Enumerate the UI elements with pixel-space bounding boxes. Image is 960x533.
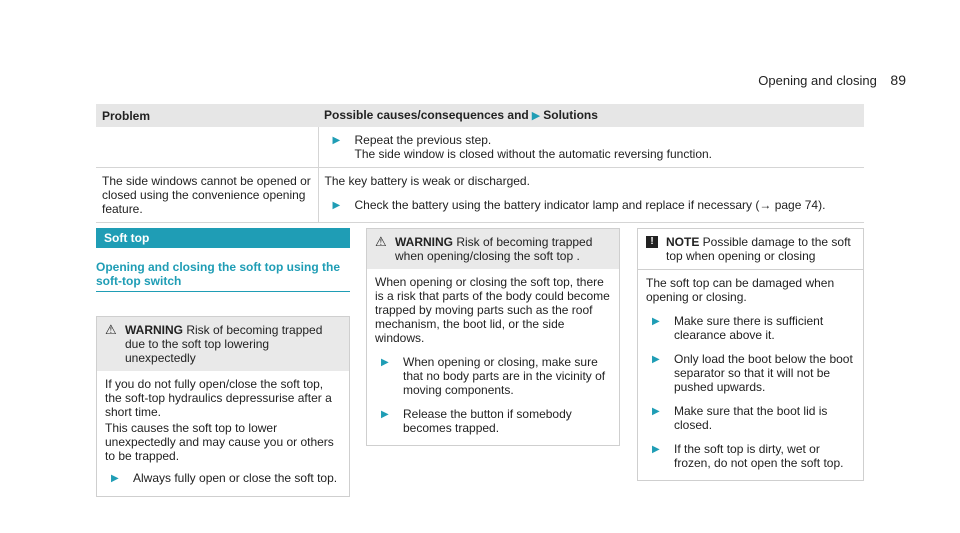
table-row — [96, 127, 864, 168]
header-title: Opening and closing — [758, 73, 877, 88]
step-text: Check the battery using the battery indicator lamp and replace if necessary (→ page 74). — [354, 198, 826, 212]
play-arrow-icon: ▶ — [652, 406, 660, 417]
section-title: Soft top — [96, 228, 350, 248]
step-text: Repeat the previous step. The side window is closed without the automatic reversing function. — [354, 133, 713, 161]
warning-header — [97, 317, 349, 371]
solution-step — [325, 198, 859, 213]
notice-header — [638, 229, 863, 269]
table-row — [96, 168, 864, 223]
play-arrow-icon: ▶ — [531, 110, 541, 122]
column-header-problem: Problem — [96, 104, 318, 127]
warning-paragraph: If you do not fully open/close the soft top, the soft-top hydraulics depressurise after a short time. — [105, 377, 332, 419]
notice-heading: Possible damage to the soft top when opening or closing — [666, 235, 851, 263]
warning-body — [367, 269, 619, 445]
warning-triangle-icon: ⚠ — [375, 234, 387, 249]
cause-text: The key battery is weak or discharged. — [324, 174, 530, 188]
warning-step — [375, 355, 611, 397]
table-header-row — [96, 104, 864, 127]
notice-step — [646, 352, 855, 394]
notice-step — [646, 314, 855, 342]
play-arrow-icon: ▶ — [652, 316, 660, 327]
play-arrow-icon: ▶ — [652, 354, 660, 365]
play-arrow-icon: ▶ — [332, 200, 341, 211]
page-number: 89 — [890, 72, 906, 88]
warning-step — [375, 407, 611, 435]
notice-body — [638, 269, 863, 480]
notice-label: NOTE — [666, 235, 700, 249]
warning-heading: Risk of becoming trapped when opening/closing the soft top . — [395, 235, 593, 263]
exclamation-icon: ! — [646, 236, 658, 248]
solution-cell — [318, 127, 864, 168]
step-text: Always fully open or close the soft top. — [133, 471, 338, 485]
play-arrow-icon: ▶ — [381, 409, 389, 420]
warning-box — [366, 228, 620, 446]
problem-cell: The side windows cannot be opened or closed using the convenience opening feature. — [96, 168, 318, 223]
warning-body — [97, 371, 349, 496]
step-text: Only load the boot below the boot separator so that it will not be pushed upwards. — [674, 352, 853, 394]
play-arrow-icon: ▶ — [381, 357, 389, 368]
problem-cell — [96, 127, 318, 168]
warning-triangle-icon: ⚠ — [105, 322, 117, 337]
section-subtitle: Opening and closing the soft top using the soft-top switch — [96, 260, 350, 292]
page-header — [758, 72, 906, 88]
step-text: Make sure that the boot lid is closed. — [674, 404, 828, 432]
notice-step — [646, 442, 855, 470]
notice-box — [637, 228, 864, 481]
step-text: Release the button if somebody becomes trapped. — [403, 407, 572, 435]
warning-label: WARNING — [125, 323, 183, 337]
step-text: If the soft top is dirty, wet or frozen, do not open the soft top. — [674, 442, 844, 470]
warning-label: WARNING — [395, 235, 453, 249]
step-text: When opening or closing, make sure that no body parts are in the vicinity of moving components. — [403, 355, 606, 397]
solution-step — [325, 133, 859, 161]
play-arrow-icon: ▶ — [652, 444, 660, 455]
play-arrow-icon: ▶ — [332, 135, 341, 146]
warning-paragraph: When opening or closing the soft top, there is a risk that parts of the body could become trapped by moving parts such as the roof mechanism, the boot lid, or the side windows. — [375, 275, 610, 345]
play-arrow-icon: ▶ — [111, 473, 119, 484]
column-right — [637, 228, 864, 481]
troubleshooting-table — [96, 104, 864, 223]
warning-box — [96, 316, 350, 497]
step-text: Make sure there is sufficient clearance above it. — [674, 314, 824, 342]
column-header-causes: Possible causes/consequences and ▶ Solutions — [318, 104, 864, 127]
notice-paragraph: The soft top can be damaged when opening or closing. — [646, 276, 835, 304]
warning-heading: Risk of becoming trapped due to the soft top lowering unexpectedly — [125, 323, 323, 365]
notice-step — [646, 404, 855, 432]
solution-cell — [318, 168, 864, 223]
warning-paragraph: This causes the soft top to lower unexpectedly and may cause you or others to be trapped. — [105, 421, 334, 463]
column-middle — [366, 228, 620, 446]
warning-step — [105, 471, 341, 486]
column-left — [96, 228, 350, 497]
warning-header — [367, 229, 619, 269]
